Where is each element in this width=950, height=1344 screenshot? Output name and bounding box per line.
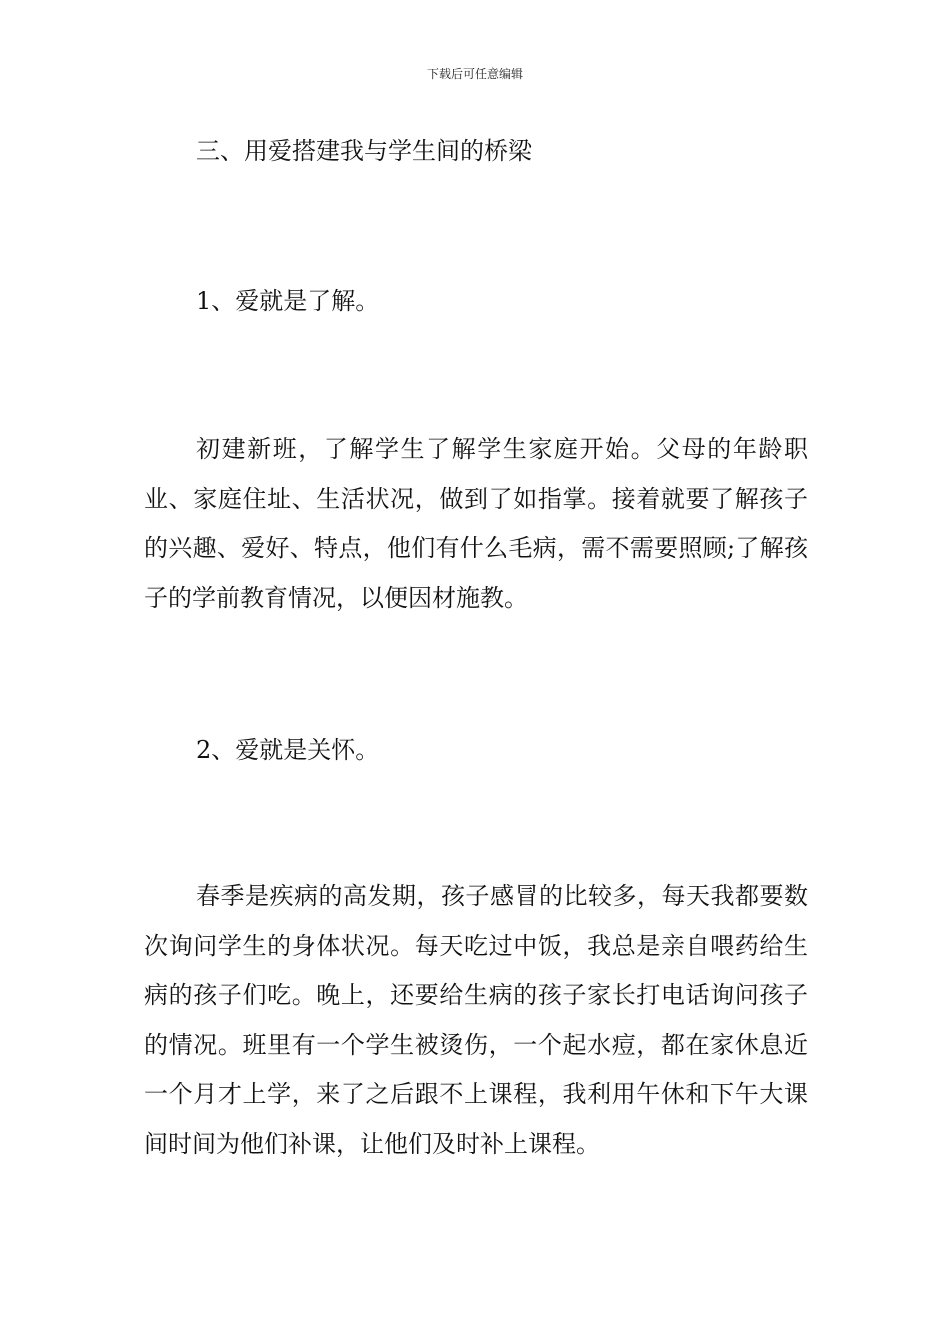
item-paragraph-1: 初建新班，了解学生了解学生家庭开始。父母的年龄职业、家庭住址、生活状况，做到了如指掌。接着就要了解孩子的兴趣、爱好、特点，他们有什么毛病，需不需要照顾;了解孩子的学前教育情况，以便因材施教。 — [144, 435, 808, 612]
item-heading-2: 2、爱就是关怀。 — [196, 736, 380, 764]
header-note: 下载后可任意编辑 — [426, 67, 523, 81]
item-heading-1: 1、爱就是了解。 — [196, 287, 380, 315]
section-title: 三、用爱搭建我与学生间的桥梁 — [196, 137, 532, 165]
item-paragraph-2: 春季是疾病的高发期，孩子感冒的比较多，每天我都要数次询问学生的身体状况。每天吃过中饭，我总是亲自喂药给生病的孩子们吃。晚上，还要给生病的孩子家长打电话询问孩子的情况。班里有一个学生被烫伤，一个起水痘，都在家休息近一个月才上学，来了之后跟不上课程，我利用午休和下午大课间时间为他们补课，让他们及时补上课程。 — [144, 882, 808, 1158]
